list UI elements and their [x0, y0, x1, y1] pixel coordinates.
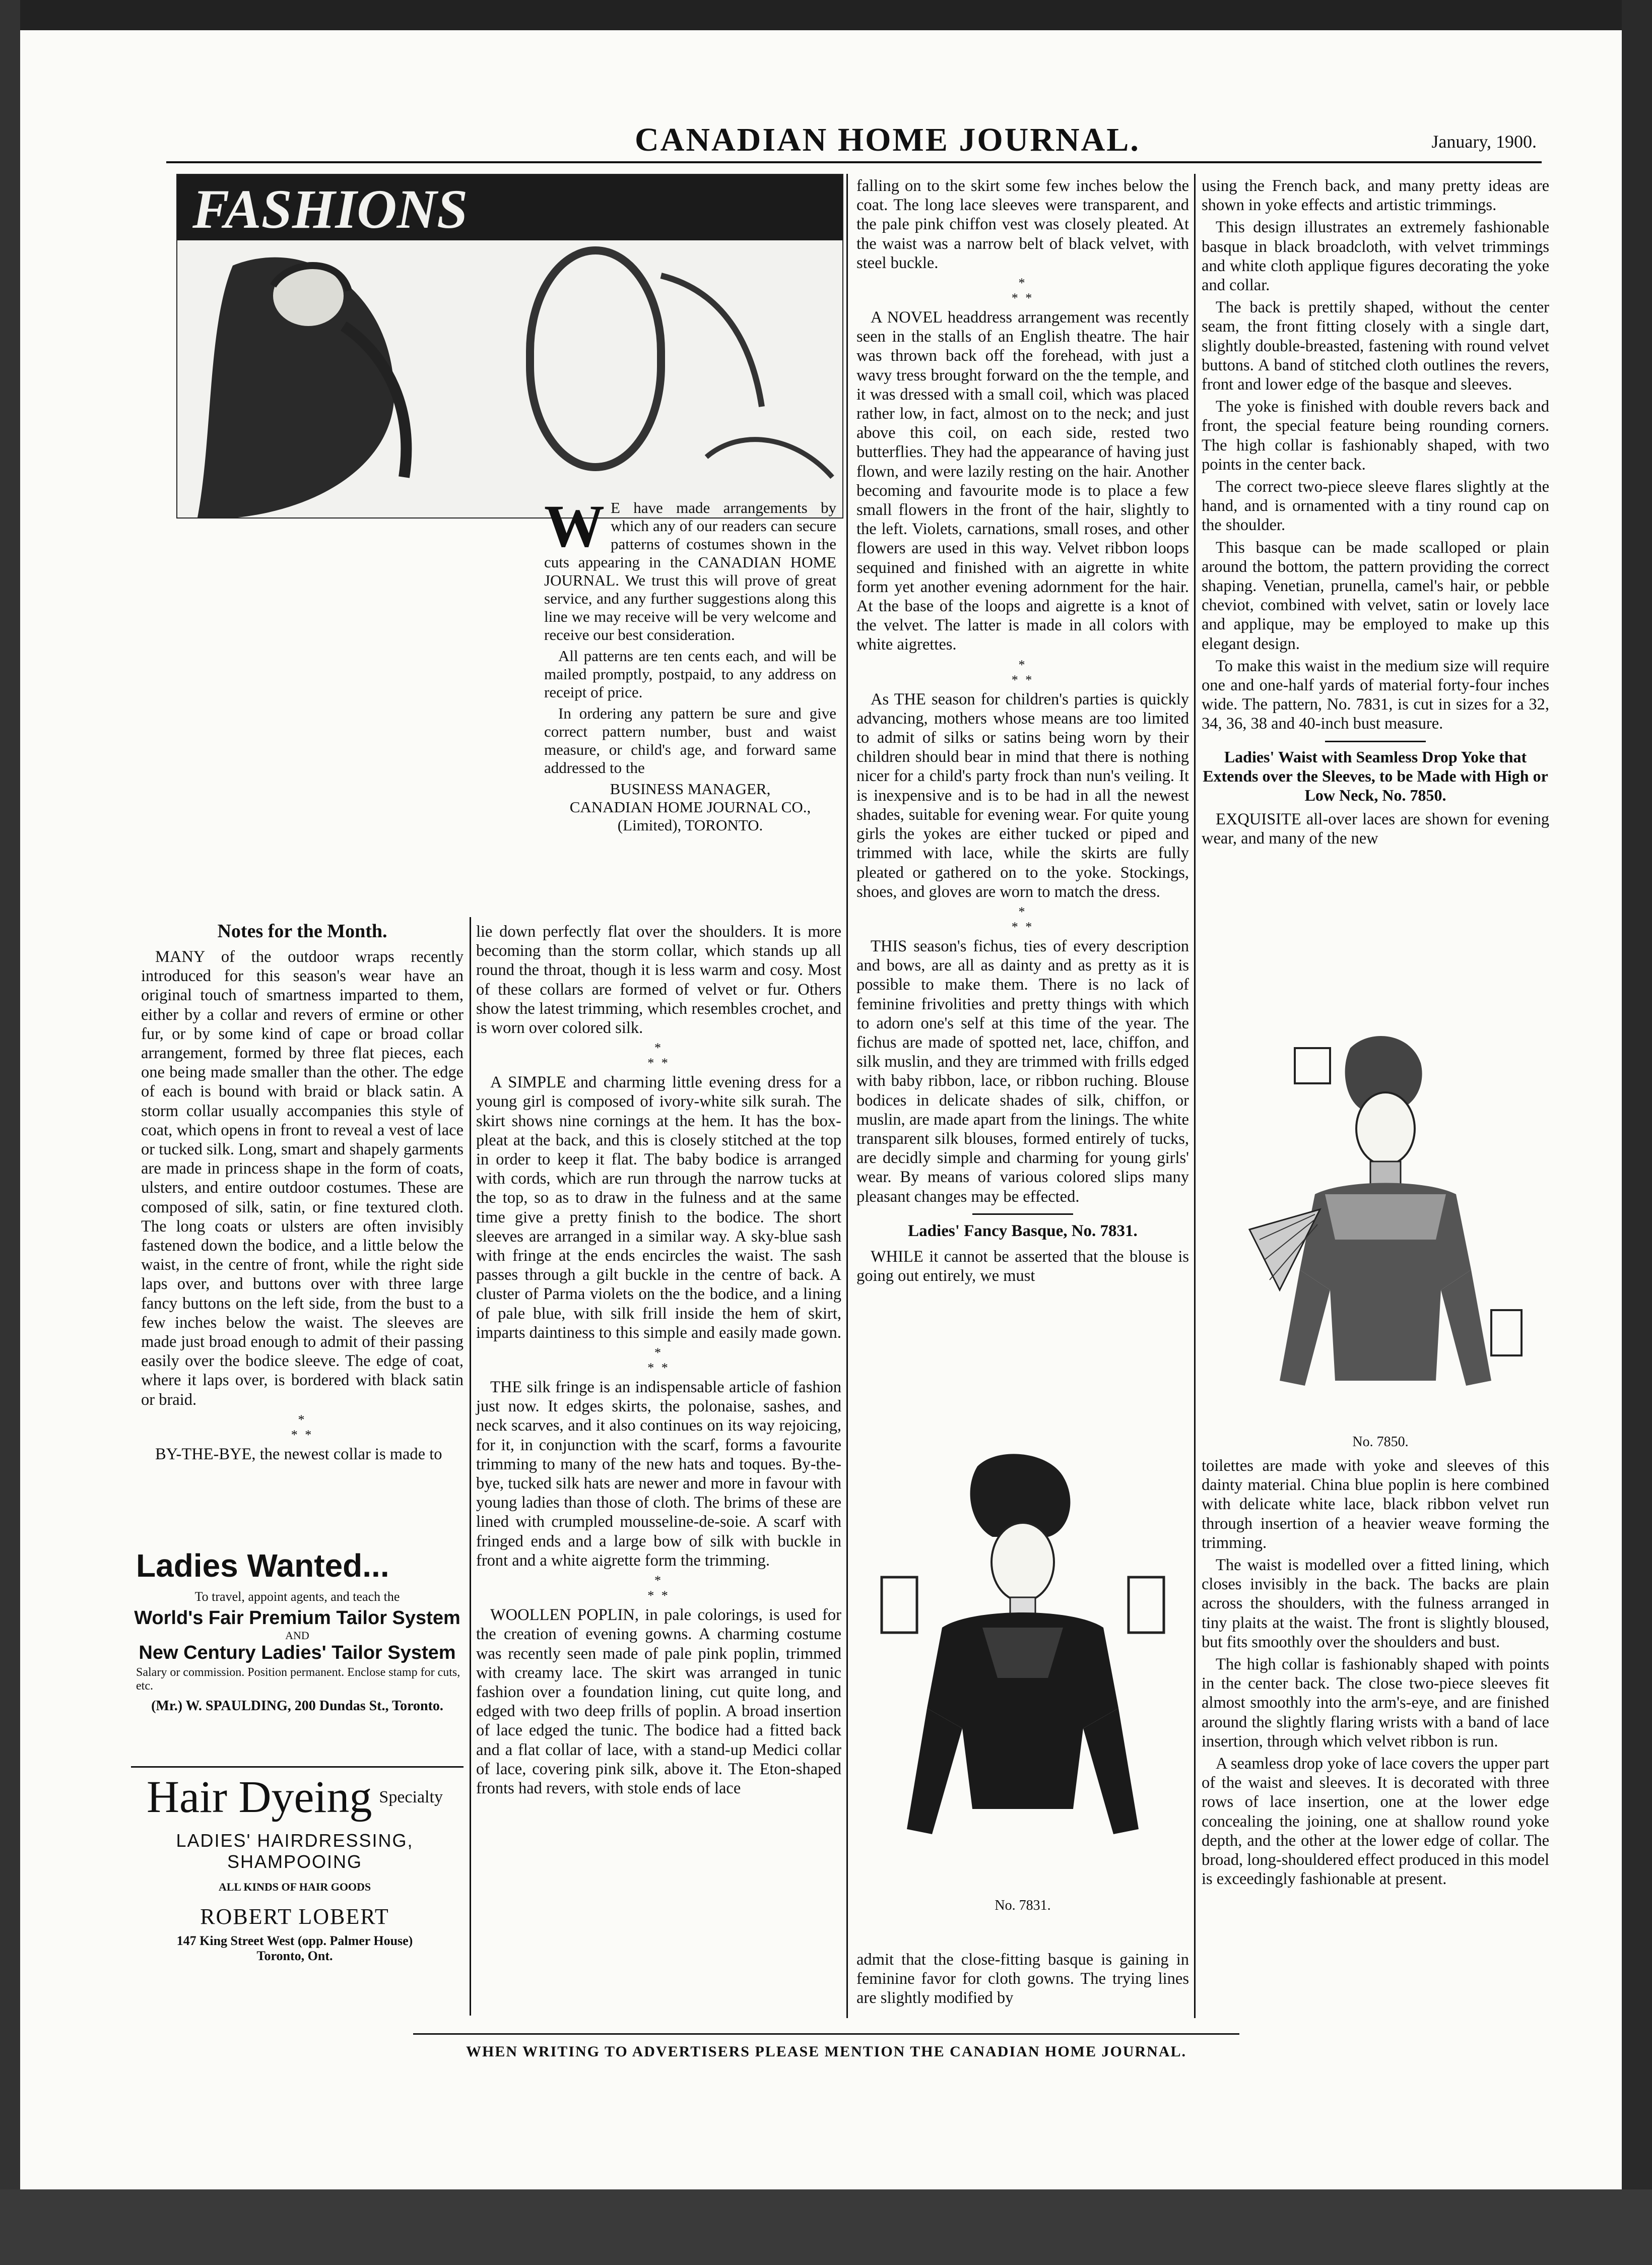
patterns-notice-paragraph-3: In ordering any pattern be sure and give correct pattern number, bust and waist measure, or child's age, and forward same addressed to the: [544, 704, 836, 776]
col3-paragraph-1: falling on to the skirt some few inches below the coat. The long lace sleeves were transparent, and the pale pink chiffon vest was closely pleated. At the waist was a narrow belt of black velvet, with steel buckle.: [856, 177, 1189, 272]
patterns-notice-paragraph-1: W E have made arrangements by which any of our readers can secure patterns of costumes shown in the cuts appearing in the CANADIAN HOME JOURNAL. We trust this will prove of great service, and any further suggestions along this line we may receive will be very welcome and receive our best consideration.: [544, 492, 836, 643]
notes-heading: Notes for the Month.: [217, 921, 387, 942]
col4-paragraph-4: The yoke is finished with double revers back and front, the special feature being rounding corners. The high collar is fashionably shaped, with two points in the center back.: [1202, 398, 1549, 474]
col4-paragraph-2: This design illustrates an extremely fashionable basque in black broadcloth, with velvet trimmings and white cloth applique figures decorating the yoke and collar.: [1202, 218, 1549, 295]
col3-paragraph-5: WHILE it cannot be asserted that the blouse is going out entirely, we must: [856, 1247, 1189, 1285]
notes-paragraph-1: MANY of the outdoor wraps recently introduced for this season's wear have an original touch of smartness imparted to them, either by a collar and revers of ermine or other fur, or by some kind of cape or broad collar arrangement, formed by three flat pieces, each one being made smaller than the other. The edge of each is bound with braid or black satin. A storm collar usually accompanies this style of coat, which opens in front to reveal a vest of lace or tucked silk. Long, smart and shapely garments are made in princess shape in the form of coats, ulsters, and entire outdoor costumes. These are composed of silk, satin, or fine textured cloth. The long coats or ulsters are often invisibly fastened down the bodice, and a little below the waist, in the centre of front, while the right side laps over, and buttons over with three large fancy buttons on the left side, from the bust to a few inches below the waist. The sleeves are made just broad enough to admit of their passing easily over the bodice sleeve. The edge of coat, where it laps over, is bordered with black satin or braid.: [141, 948, 464, 1409]
col4-paragraph-6: This basque can be made scalloped or plain around the bottom, the pattern providing the correct shaping. Venetian, prunella, camel's hair, or pebble cheviot, combined with velvet, satin or lovely lace and applique, may be employed to make up this elegant design.: [1202, 538, 1549, 653]
fashions-banner-illustration: [176, 174, 843, 519]
notes-paragraph-2: BY-THE-BYE, the newest collar is made to: [155, 1445, 442, 1463]
scan-edge-left: [0, 0, 20, 2265]
basque-7831-illustration: [867, 1446, 1179, 1915]
col2-paragraph-3: THE silk fringe is an indispensable article of fashion just now. It edges skirts, the polonaise, sashes, and neck scarves, and it also continues on its way rejoicing, for it, in conjunction with the scarf, forms a favourite trimming to many of the new hats and toques. By-the-bye, tucked silk hats are newer and more in favour with young ladies than those of cloth. The brims of these are lined with crumpled mousseline-de-soie. A scarf with fringed ends and a large bow of silk with buckle in front and a white aigrette form the trimming.: [476, 1378, 841, 1570]
asterism: * * *: [647, 1345, 670, 1376]
col4-paragraph-10: The waist is modelled over a fitted lining, which closes invisibly in the back. The backs are plain across the shoulders, with the fulness arranged in tiny plaits at the waist. The front is slightly bloused, but fits smoothly over the shoulders and bust.: [1202, 1556, 1549, 1651]
col3-paragraph-6: admit that the close-fitting basque is gaining in feminine favor for cloth gowns. The trying lines are slightly modified by: [856, 1951, 1189, 2008]
col3-paragraph-2: A NOVEL headdress arrangement was recently seen in the stalls of an English theatre. The hair was thrown back off the forehead, with just a wavy tress brought forward on the the temple, and it was dressed with a small coil, which was placed rather low, in fact, almost on to the neck; and just above this coil, on each side, rested two butterflies. They had the appearance of having just flown, and were lazily resting on the hair. Another becoming and favourite mode is to place a few small flowers in the front of the hair, slightly to the left. Violets, carnations, small roses, and other flowers are used in this way. Velvet ribbon loops sequined and finished with an aigrette in white form yet another evening adornment for the hair. At the base of the loops and aigrette is a knot of the velvet. The latter is made in all colors with white aigrettes.: [856, 308, 1189, 654]
waist-7850-figure: [1219, 1028, 1542, 1431]
asterism: * * *: [647, 1041, 670, 1071]
bottom-rule: [413, 2033, 1239, 2035]
column-3-bottom: [856, 1950, 1189, 2011]
basque-7831-caption: No. 7831.: [995, 1898, 1051, 1913]
asterism: * * *: [1011, 904, 1034, 934]
col4-paragraph-8: EXQUISITE all-over laces are shown for evening wear, and many of the new: [1202, 810, 1549, 848]
col2-paragraph-1: lie down perfectly flat over the shoulders. It is more becoming than the storm collar, which stands up all round the throat, though it is less warm and cosy. Most of these collars are formed of velvet or fur. Others show the latest trimming, which resembles crochet, and is worn over colored silk.: [476, 923, 841, 1038]
masthead: [151, 121, 1552, 161]
asterism: * * *: [1011, 276, 1034, 306]
asterism: * * *: [291, 1412, 314, 1442]
masthead-rule: [166, 161, 1542, 163]
hair-dyeing-title: Hair Dyeing: [147, 1772, 372, 1822]
col3-paragraph-4: THIS season's fichus, ties of every description and bows, are all as dainty and as pretty as it is possible to make them. There is no lack of feminine frivolities and pretty things with which to adorn one's self at this time of the year. The fichus are made of spotted net, lace, chiffon, and silk muslin, and they are trimmed with frills edged with baby ribbon, lace, or ribbon ruching. Blouse bodices in delicate shades of silk, chiffon, or muslin, are made apart from the linings. The white transparent silk blouses, formed entirely of tucks, are decidly simple and charming for young girls' wear. By means of various colored slips many pleasant changes may be effected.: [856, 937, 1189, 1206]
section-divider: [1325, 741, 1426, 742]
waist-7850-illustration: [1219, 1028, 1542, 1451]
col4-paragraph-3: The back is prettily shaped, without the center seam, the front fitting closely with a single dart, slightly double-breasted, fastening with round velvet buttons. A band of stitched cloth outlines the revers, front and lower edge of the basque and sleeves.: [1202, 298, 1549, 394]
issue-date: January, 1900.: [1431, 132, 1537, 152]
col2-paragraph-2: A SIMPLE and charming little evening dress for a young girl is composed of ivory-white silk surah. The skirt shows nine cornings at the hem. It has the box-pleat at the back, and this is closely stitched at the top in order to keep it flat. The baby bodice is arranged with cords, which are run through the narrow tucks at the top, so as to draw in the fulness and at the same time give a pretty finish to the bodice. The short sleeves are arranged in a similar way. A sky-blue sash with fringe at the ends encircles the waist. The sash passes through a gilt buckle in the centre of back. A cluster of Parma violets on the the bodice, and a lining of pale blue, with silk frill inside the hem of skirt, imparts daintiness to this simple and easily made gown.: [476, 1073, 841, 1342]
waist-7850-heading: Ladies' Waist with Seamless Drop Yoke that Extends over the Sleeves, to be Made with High or Low Neck, No. 7850.: [1203, 747, 1548, 804]
section-divider: [972, 1213, 1073, 1215]
robert-lobert: ROBERT LOBERT: [200, 1904, 389, 1929]
column-4: [1202, 176, 1549, 851]
asterism: * * *: [647, 1573, 670, 1603]
basque-7831-figure: [867, 1446, 1179, 1915]
patterns-notice: [544, 492, 836, 834]
patterns-notice-paragraph-2: All patterns are ten cents each, and will be mailed promptly, postpaid, to any address on receipt of price.: [544, 647, 836, 701]
ad-separator: [131, 1766, 464, 1768]
svg-text:FASHIONS: FASHIONS: [192, 178, 468, 240]
column-divider-3: [1194, 174, 1196, 2018]
col2-paragraph-4: WOOLLEN POPLIN, in pale colorings, is used for the creation of evening gowns. A charming costume was recently seen made of pale pink poplin, trimmed with creamy lace. The skirt was arranged in tunic fashion over a foundation lining, cut quite long, and edged with two deep frills of poplin. A broad insertion of lace edged the tunic. The bodice had a fitted back and a flat collar of lace, with a stand-up Medici collar of lace, covering pink silk, above it. The Eton-shaped fronts had revers, with stole ends of lace: [476, 1606, 841, 1797]
advertiser-footer: WHEN WRITING TO ADVERTISERS PLEASE MENTION THE CANADIAN HOME JOURNAL.: [466, 2043, 1186, 2060]
hair-dyeing-ad: Hair Dyeing Specialty LADIES' HAIRDRESSING, SHAMPOOING ALL KINDS OF HAIR GOODS ROBERT LOBERT 147 King Street West (opp. Palmer House) Toronto, Ont.: [121, 1771, 469, 1964]
hair-dyeing-specialty: Specialty: [379, 1787, 443, 1806]
column-1-notes: [141, 917, 464, 1467]
ladies-wanted-ad: Ladies Wanted... To travel, appoint agents, and teach the World's Fair Premium Tailor System AND New Century Ladies' Tailor System Salary or commission. Position permanent. Enclose stamp for cuts, etc. (Mr.) W. SPAULDING, 200 Dundas St., Toronto.: [131, 1547, 464, 1714]
scan-edge-right: [1622, 0, 1652, 2265]
col4-paragraph-7: To make this waist in the medium size will require one and one-half yards of material forty-four inches wide. The pattern, No. 7831, is cut in sizes for a 32, 34, 36, 38 and 40-inch bust measure.: [1202, 657, 1549, 733]
col4-paragraph-11: The high collar is fashionably shaped with points in the center back. The close two-piece sleeves fit almost smoothly into the arm's-eye, and are finished around the slightly flaring wrists with a band of lace insertion, through which velvet ribbon is run.: [1202, 1655, 1549, 1751]
column-3: [856, 176, 1189, 1288]
column-2: [476, 922, 841, 1801]
col4-paragraph-12: A seamless drop yoke of lace covers the upper part of the waist and sleeves. It is decorated with three rows of lace insertion, one at the lower edge concealing the joining, one at shallow round yoke depth, and the other at the lower edge of collar. The broad, long-shouldered effect produced in this model is exceedingly fashionable at present.: [1202, 1755, 1549, 1889]
column-divider-1: [470, 917, 471, 2016]
col4-paragraph-1: using the French back, and many pretty ideas are shown in yoke effects and artistic trimmings.: [1202, 177, 1549, 215]
fashions-banner-image: [177, 175, 842, 517]
scan-edge-top: [0, 0, 1652, 30]
journal-title: CANADIAN HOME JOURNAL.: [635, 121, 1140, 158]
col4-paragraph-9: toilettes are made with yoke and sleeves of this dainty material. China blue poplin is here combined with delicate white lace, black ribbon velvet run through insertion of a heavier weave forming the trimming.: [1202, 1457, 1549, 1552]
column-4-bottom: [1202, 1456, 1549, 1892]
col3-paragraph-3: As THE season for children's parties is quickly advancing, mothers whose means are too limited to admit of silks or satins being worn by their children should bear in mind that there is nothing nicer for a child's party frock than nun's veiling. It is inexpensive and is to be had in all the newest shades, suitable for evening wear. For quite young girls the yokes are either tucked or piped and trimmed with lace, while the skirts are fully pleated or gathered on to the yoke. Stockings, shoes, and gloves are worn to match the dress.: [856, 690, 1189, 901]
column-divider-2: [846, 174, 848, 2018]
asterism: * * *: [1011, 657, 1034, 687]
business-manager-signature: BUSINESS MANAGER, CANADIAN HOME JOURNAL CO., (Limited), TORONTO.: [569, 780, 811, 834]
col4-paragraph-5: The correct two-piece sleeve flares slightly at the hand, and is ornamented with a tiny round cap on the shoulder.: [1202, 478, 1549, 535]
scan-edge-bottom: [0, 2189, 1652, 2265]
basque-7831-heading: Ladies' Fancy Basque, No. 7831.: [908, 1221, 1138, 1240]
waist-7850-caption: No. 7850.: [1352, 1434, 1409, 1450]
ladies-wanted-title: Ladies Wanted...: [136, 1547, 389, 1584]
drop-cap: W: [544, 492, 605, 559]
